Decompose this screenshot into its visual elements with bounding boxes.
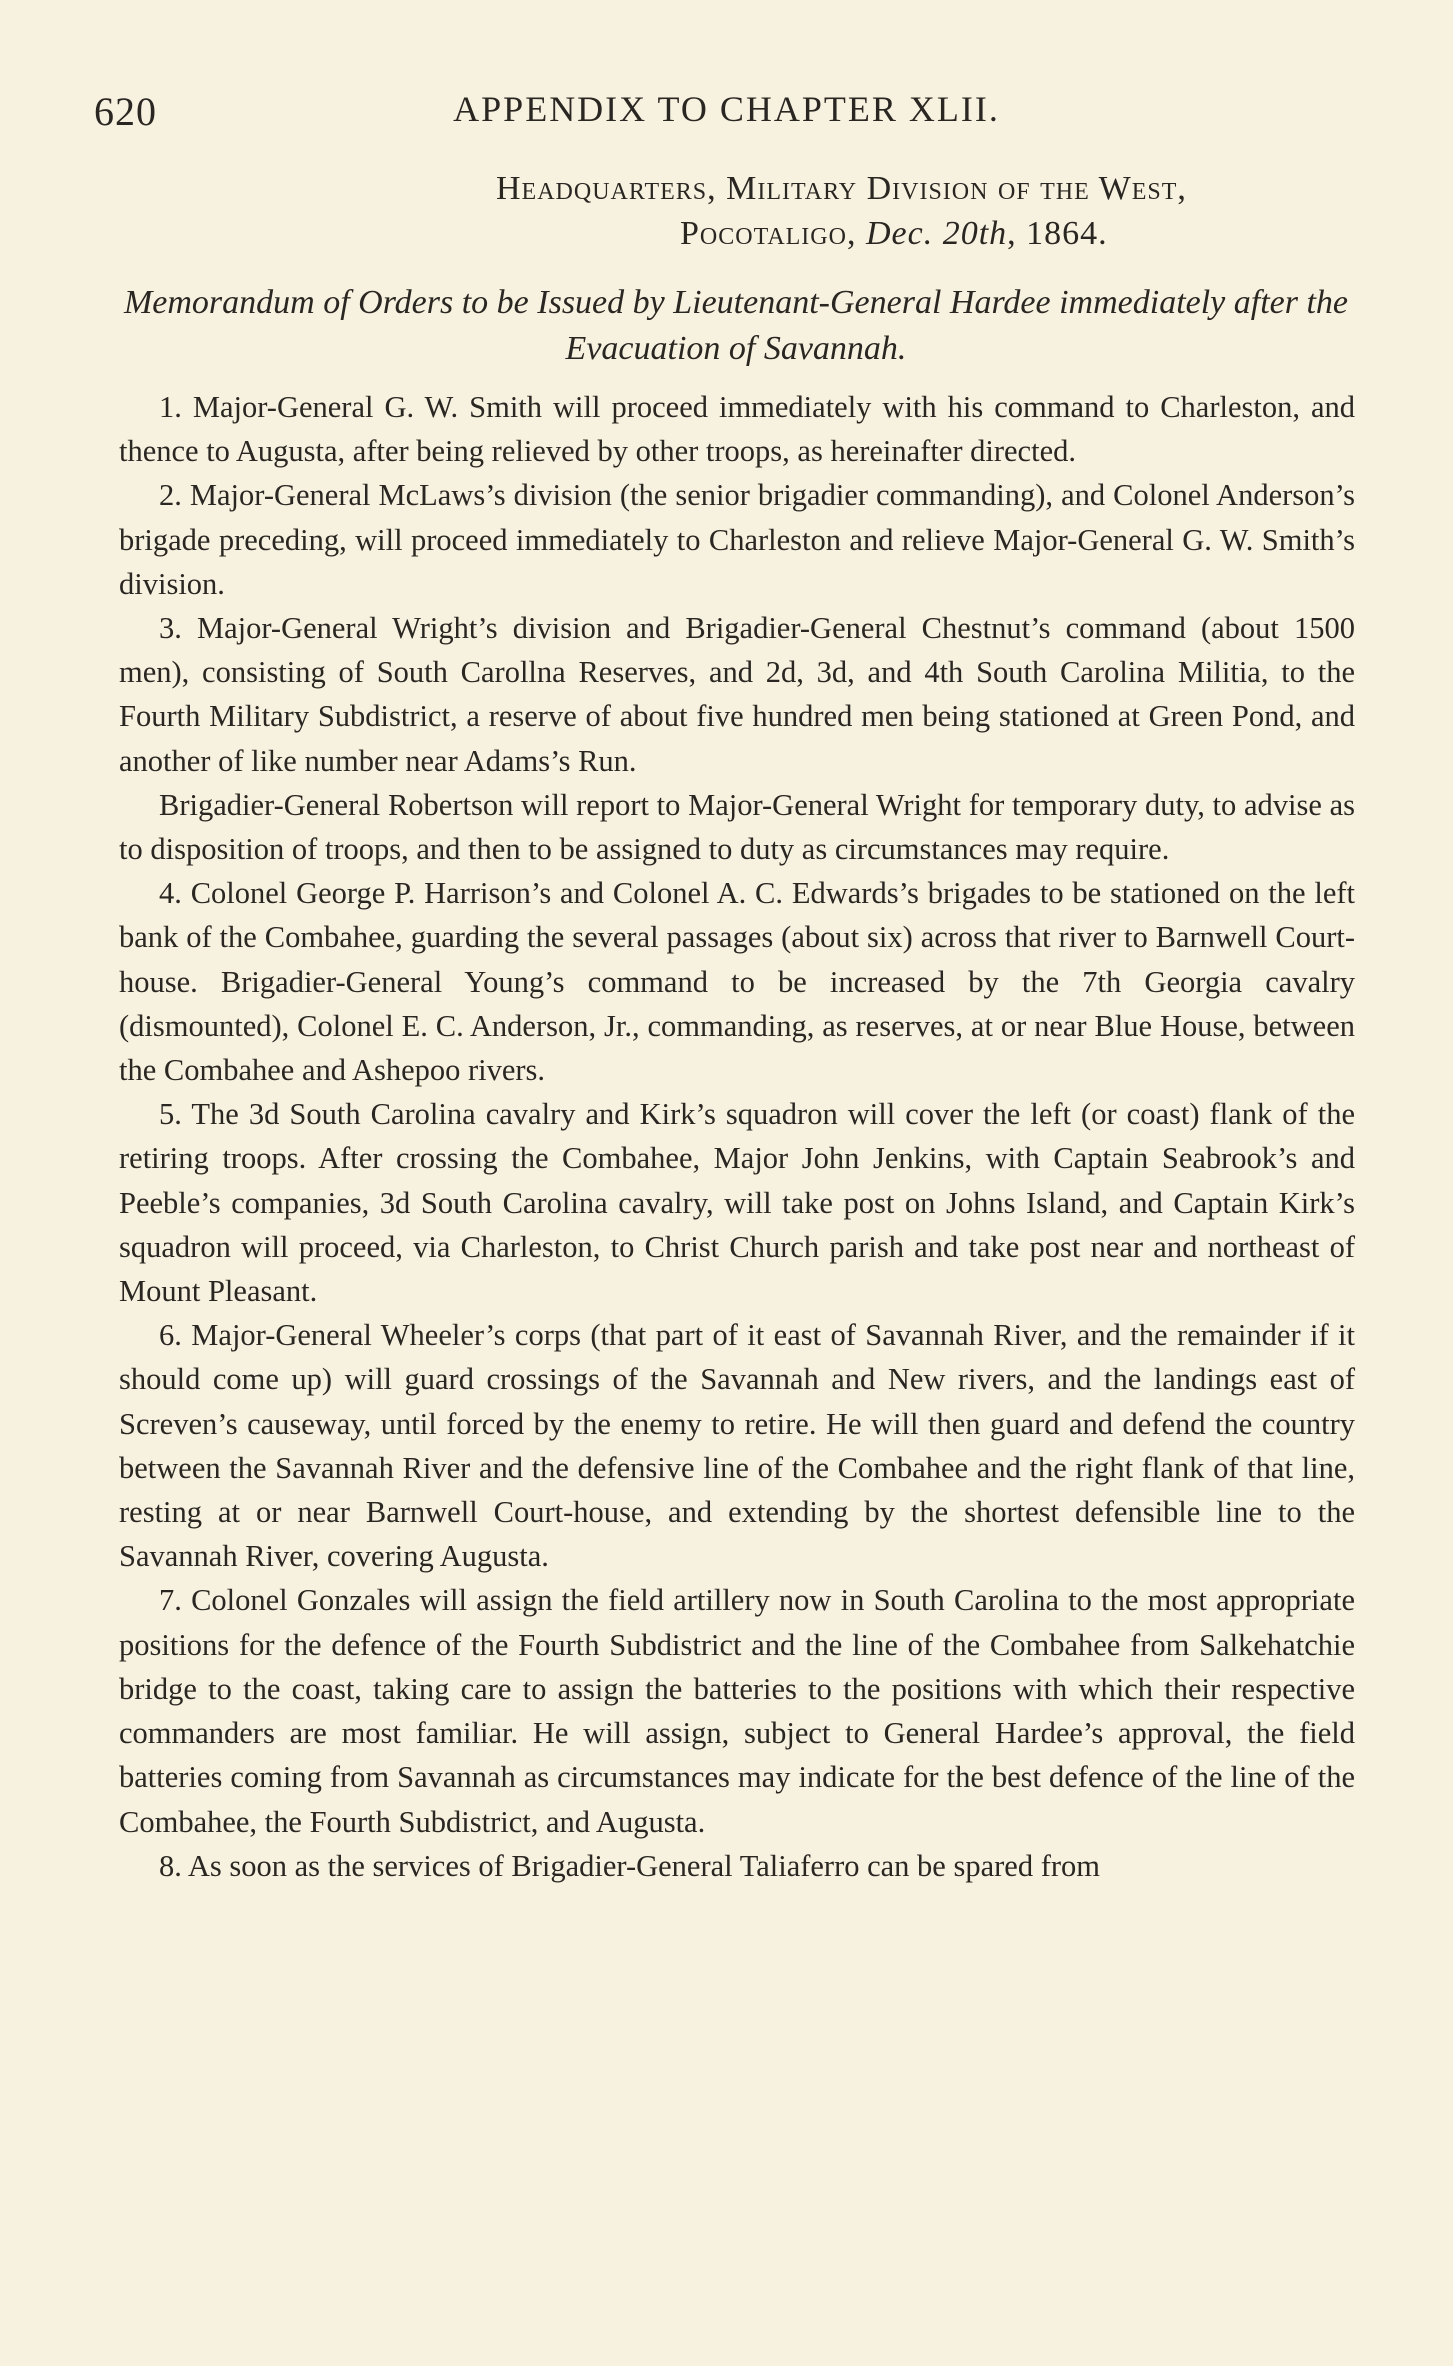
paragraph-order-2: 2. Major-General McLaws’s division (the senior brigadier commanding), and Colonel Anderson’s brigade preceding, will proceed immediately to Charleston and relieve Major-General G. W. Smith’s division. <box>119 478 1355 601</box>
paragraph-order-1: 1. Major-General G. W. Smith will proceed immediately with his command to Charleston, and thence to Augusta, after being relieved by other troops, as hereinafter directed. <box>119 390 1355 469</box>
paragraph-order-5: 5. The 3d South Carolina cavalry and Kirk’s squadron will cover the left (or coast) flank of the retiring troops. After crossing the Combahee, Major John Jenkins, with Captain Seabrook’s and Peeble’s companies, 3d South Carolina cavalry, will take post on Johns Island, and Captain Kirk’s squadron will proceed, via Charleston, to Christ Church parish and take post near and northeast of Mount Pleasant. <box>119 1097 1355 1309</box>
paragraph-order-7: 7. Colonel Gonzales will assign the field artillery now in South Carolina to the most appropriate positions for the defence of the Fourth Subdistrict and the line of the Combahee from Salkehatchie bridge to the coast, taking care to assign the batteries to the positions with which their respective commanders are most familiar. He will assign, subject to General Hardee’s approval, the field batteries coming from Savannah as circumstances may indicate for the best defence of the line of the Combahee, the Fourth Subdistrict, and Augusta. <box>119 1583 1355 1839</box>
paragraph-order-8: 8. As soon as the services of Brigadier-General Taliaferro can be spared from <box>159 1848 1100 1883</box>
place-date-line <box>680 215 1108 253</box>
paragraph-order-6: 6. Major-General Wheeler’s corps (that part of it east of Savannah River, and the remainder if it should come up) will guard crossings of the Savannah and New rivers, and the landings east of Screven’s causeway, until forced by the enemy to retire. He will then guard and defend the country between the Savannah River and the defensive line of the Combahee and the right flank of that line, resting at or near Barnwell Court-house, and extending by the shortest defensible line to the Savannah River, covering Augusta. <box>119 1318 1355 1574</box>
paragraph-order-4: 4. Colonel George P. Harrison’s and Colonel A. C. Edwards’s brigades to be stationed on the left bank of the Combahee, guarding the several passages (about six) across that river to Barnwell Court-house. Brigadier-General Young’s command to be increased by the 7th Georgia cavalry (dismounted), Colonel E. C. Anderson, Jr., commanding, as reserves, at or near Blue House, between the Combahee and Ashepoo rivers. <box>119 876 1355 1088</box>
running-head: APPENDIX TO CHAPTER XLII. <box>453 89 1000 129</box>
memorandum-body <box>119 385 1355 1888</box>
place-name: Pocotaligo, <box>680 215 866 252</box>
page-number: 620 <box>94 89 157 134</box>
year-text: , 1864. <box>1007 215 1108 252</box>
paragraph-order-3: 3. Major-General Wright’s division and Brigadier-General Chestnut’s command (about 1500 men), consisting of South Carollna Reserves, and 2d, 3d, and 4th South Carolina Militia, to the Fourth Military Subdistrict, a reserve of about five hundred men being stationed at Green Pond, and another of like number near Adams’s Run. <box>119 611 1355 778</box>
headquarters-heading: Headquarters, Military Division of the West, <box>496 170 1187 207</box>
date-text: Dec. 20th <box>865 215 1008 252</box>
paragraph-robertson: Brigadier-General Robertson will report to Major-General Wright for temporary duty, to advise as to disposition of troops, and then to be assigned to duty as circumstances may require. <box>119 787 1355 867</box>
memorandum-title: Memorandum of Orders to be Issued by Lieutenant-General Hardee immediately after the Evacuation of Savannah. <box>123 284 1349 367</box>
